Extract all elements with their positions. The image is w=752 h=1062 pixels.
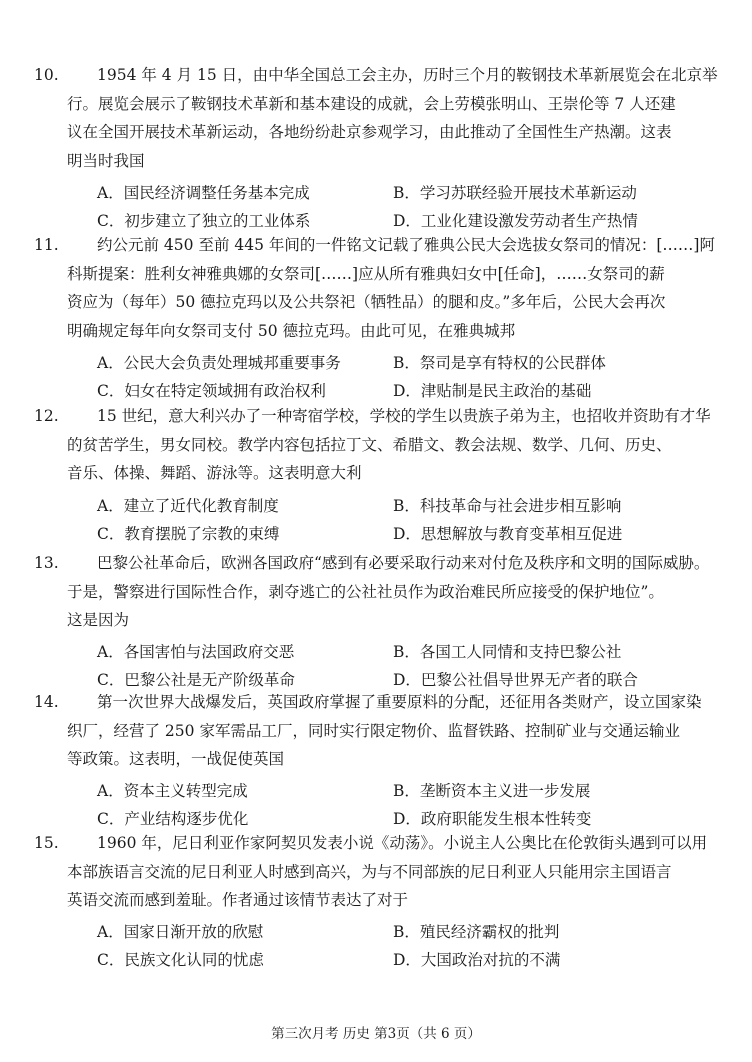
option-b: B．垄断资本主义进一步发展 <box>393 782 591 800</box>
option-c: C．教育摆脱了宗教的束缚 <box>97 525 280 543</box>
stem-line: 英语交流而感到羞耻。作者通过该情节表达了对于 <box>67 891 409 909</box>
option-b: B．学习苏联经验开展技术革新运动 <box>393 184 637 202</box>
option-b: B．各国工人同情和支持巴黎公社 <box>393 643 622 661</box>
stem-line: 明当时我国 <box>67 151 145 170</box>
stem-line: 议在全国开展技术革新运动，各地纷纷赴京参观学习，由此推动了全国性生产热潮。这表 <box>67 123 672 141</box>
question-number: 10. <box>34 66 59 84</box>
stem-line: 15 世纪，意大利兴办了一种寄宿学校，学校的学生以贵族子弟为主，也招收并资助有才华 <box>97 407 711 425</box>
option-a: A．建立了近代化教育制度 <box>97 497 279 515</box>
option-c: C．产业结构逐步优化 <box>97 810 249 828</box>
option-d: D．巴黎公社倡导世界无产者的联合 <box>393 671 638 689</box>
stem-line: 织厂，经营了 250 家军需品工厂，同时实行限定物价、监督铁路、控制矿业与交通运输业 <box>67 721 680 740</box>
stem-line: 巴黎公社革命后，欧洲各国政府“感到有必要采取行动来对付危及秩序和文明的国际威胁。 <box>97 554 710 572</box>
option-a: A．资本主义转型完成 <box>97 782 248 800</box>
option-c: C．妇女在特定领域拥有政治权利 <box>97 382 326 400</box>
option-a: A．国民经济调整任务基本完成 <box>97 184 310 202</box>
page-footer: 第三次月考 历史 第3页（共 6 页） <box>271 1026 481 1042</box>
question-stem <box>67 402 715 488</box>
option-c: C．巴黎公社是无产阶级革命 <box>97 671 295 689</box>
stem-line: 于是，警察进行国际性合作，剥夺逃亡的公社社员作为政治难民所应接受的保护地位”。 <box>67 582 664 601</box>
question-number: 12. <box>34 407 59 425</box>
option-c: C．初步建立了独立的工业体系 <box>97 212 311 230</box>
option-d: D．大国政治对抗的不满 <box>393 951 561 969</box>
stem-line: 明确规定每年向女祭司支付 50 德拉克玛。由此可见，在雅典城邦 <box>67 321 516 340</box>
stem-line: 1960 年，尼日利亚作家阿契贝发表小说《动荡》。小说主人公奥比在伦敦街头遇到可以用 <box>97 834 708 852</box>
question-number: 11. <box>34 236 59 254</box>
option-b: B．殖民经济霸权的批判 <box>393 923 560 941</box>
question-number: 15. <box>34 834 59 852</box>
option-d: D．津贴制是民主政治的基础 <box>393 382 592 400</box>
stem-line: 1954 年 4 月 15 日，由中华全国总工会主办，历时三个月的鞍钢技术革新展览会在北京举 <box>97 66 718 84</box>
stem-line: 行。展览会展示了鞍钢技术革新和基本建设的成就，会上劳模张明山、王崇伦等 7 人还建 <box>67 94 676 113</box>
question-stem <box>67 549 715 635</box>
option-d: D．政府职能发生根本性转变 <box>393 810 592 828</box>
option-a: A．各国害怕与法国政府交恶 <box>97 643 295 661</box>
question-stem <box>67 61 718 175</box>
question-stem <box>67 829 715 915</box>
stem-line: 这是因为 <box>67 611 130 629</box>
option-d: D．思想解放与教育变革相互促进 <box>393 525 623 543</box>
stem-line: 资应为（每年）50 德拉克玛以及公共祭祀（牺牲品）的腿和皮。”多年后，公民大会再次 <box>67 293 666 311</box>
option-b: B．科技革命与社会进步相互影响 <box>393 497 622 515</box>
question-number: 13. <box>34 554 59 572</box>
option-a: A．国家日渐开放的欣慰 <box>97 923 264 941</box>
stem-line: 等政策。这表明，一战促使英国 <box>67 750 285 768</box>
option-a: A．公民大会负责处理城邦重要事务 <box>97 354 341 372</box>
stem-line: 的贫苦学生，男女同校。教学内容包括拉丁文、希腊文、教会法规、数学、几何、历史、 <box>67 435 672 454</box>
stem-line: 约公元前 450 至前 445 年间的一件铭文记载了雅典公民大会选拔女祭司的情况：[……]阿 <box>97 236 715 254</box>
question-number: 14. <box>34 693 59 711</box>
question-stem <box>67 231 715 345</box>
stem-line: 本部族语言交流的尼日利亚人时感到高兴，为与不同部族的尼日利亚人只能用宗主国语言 <box>67 862 672 881</box>
stem-line: 科斯提案：胜利女神雅典娜的女祭司[……]应从所有雅典妇女中[任命]，……女祭司的薪 <box>67 264 665 283</box>
stem-line: 音乐、体操、舞蹈、游泳等。这表明意大利 <box>67 464 362 482</box>
option-c: C．民族文化认同的忧虑 <box>97 951 264 969</box>
option-b: B．祭司是享有特权的公民群体 <box>393 354 606 372</box>
question-stem <box>67 688 715 774</box>
stem-line: 第一次世界大战爆发后，英国政府掌握了重要原料的分配，还征用各类财产，设立国家染 <box>97 693 702 711</box>
option-d: D．工业化建设激发劳动者生产热情 <box>393 212 638 230</box>
